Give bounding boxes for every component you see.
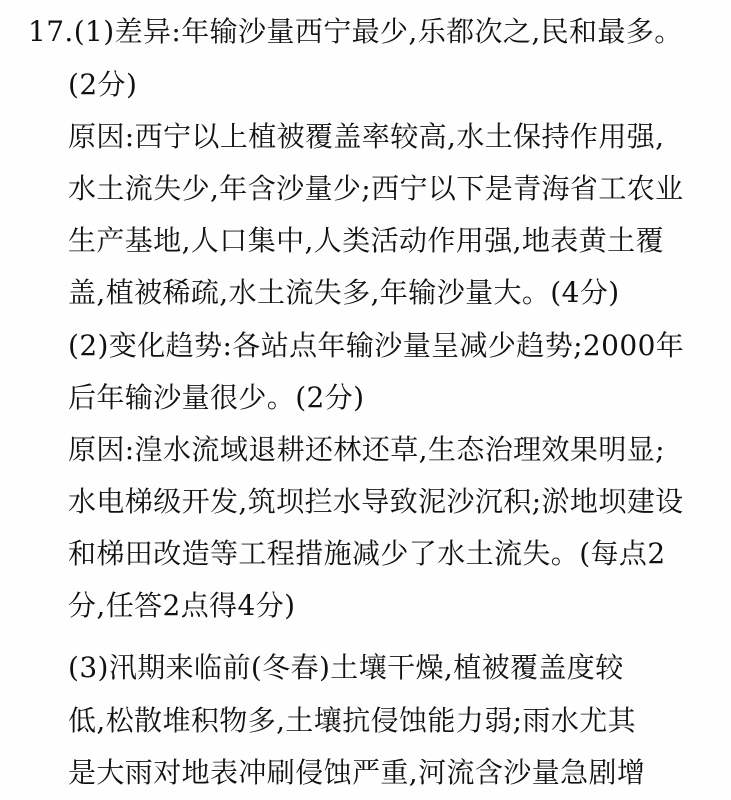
text-line-14: 低,松散堆积物多,土壤抗侵蚀能力弱;雨水尤其 xyxy=(68,704,637,737)
text-line-4: 水土流失少,年含沙量少;西宁以下是青海省工农业 xyxy=(68,172,684,205)
text-line-7: (2)变化趋势:各站点年输沙量呈减少趋势;2000年 xyxy=(68,329,685,362)
text-line-11: 和梯田改造等工程措施减少了水土流失。(每点2 xyxy=(68,537,666,570)
text-line-6: 盖,植被稀疏,水土流失多,年输沙量大。(4分) xyxy=(68,276,620,309)
text-line-10: 水电梯级开发,筑坝拦水导致泥沙沉积;淤地坝建设 xyxy=(68,485,684,518)
text-line-8: 后年输沙量很少。(2分) xyxy=(68,381,365,414)
text-line-1: 17.(1)差异:年输沙量西宁最少,乐都次之,民和最多。 xyxy=(28,15,683,48)
text-line-12: 分,任答2点得4分) xyxy=(68,589,296,622)
text-line-13: (3)汛期来临前(冬春)土壤干燥,植被覆盖度较 xyxy=(68,651,624,684)
text-line-9: 原因:湟水流域退耕还林还草,生态治理效果明显; xyxy=(68,433,665,466)
text-line-2: (2分) xyxy=(68,68,138,101)
text-line-15: 是大雨对地表冲刷侵蚀严重,河流含沙量急剧增 xyxy=(68,756,646,789)
text-line-5: 生产基地,人口集中,人类活动作用强,地表黄土覆 xyxy=(68,224,664,257)
text-line-3: 原因:西宁以上植被覆盖率较高,水土保持作用强, xyxy=(68,120,665,153)
